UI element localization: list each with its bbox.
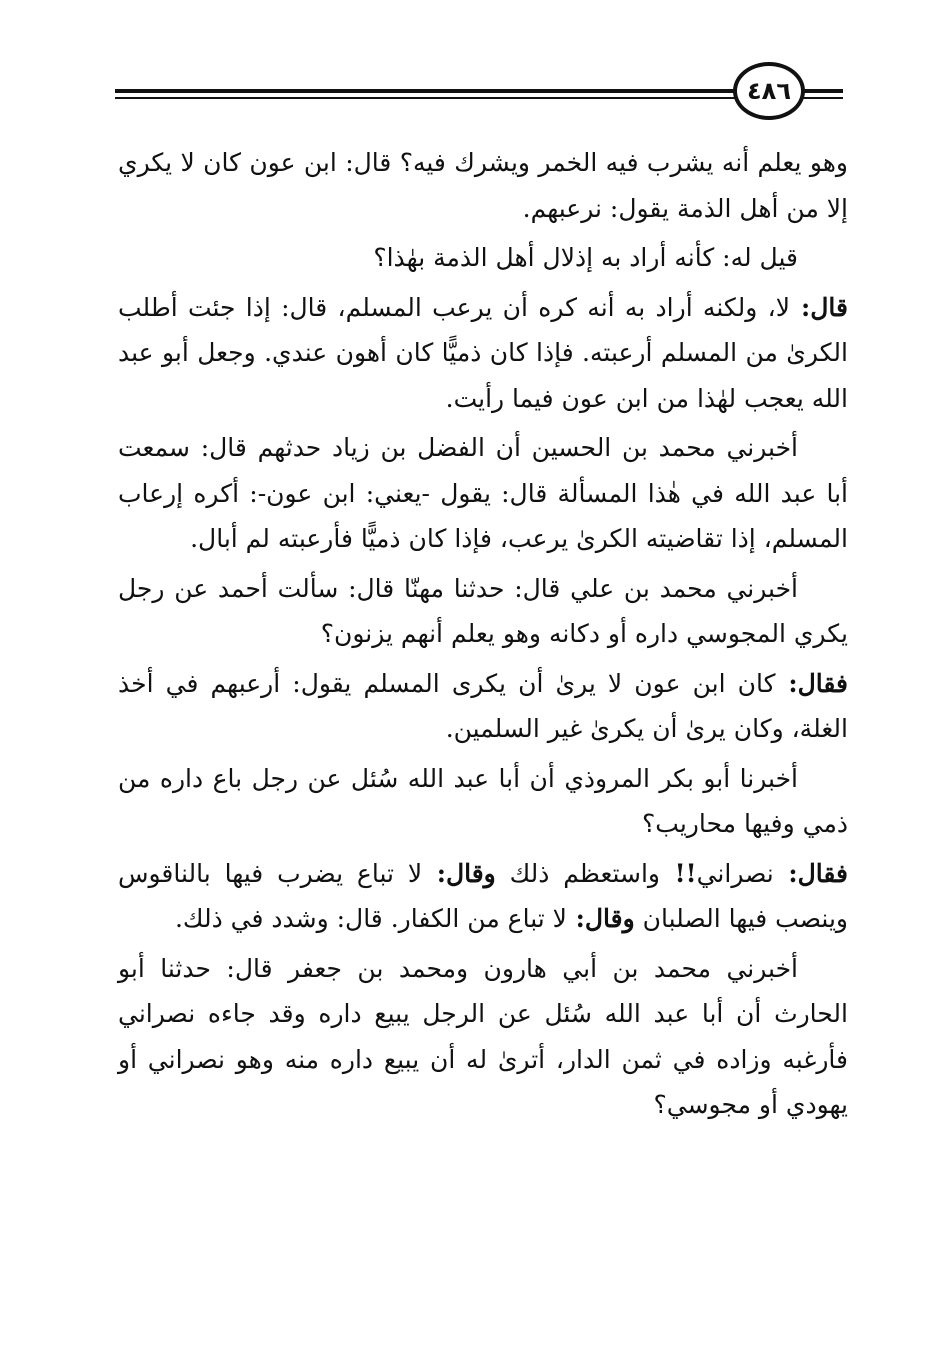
paragraph-text: لا، ولكنه أراد به أنه كره أن يرعب المسلم، قال: إذا جئت أطلب الكرىٰ من المسلم أرعبته. فإذا كان ذميًّا كان أهون عندي. وجعل أبو عبد الله يعجب لهٰذا من ابن عون فيما رأيت. bbox=[118, 292, 848, 413]
page-number: ٤٨٦ bbox=[747, 77, 791, 105]
page-header bbox=[115, 52, 845, 128]
paragraph-text: قيل له: كأنه أراد به إذلال أهل الذمة بهٰذا؟ bbox=[373, 243, 798, 272]
header-rule-left-thick bbox=[115, 89, 735, 93]
paragraph-text: أخبرني محمد بن أبي هارون ومحمد بن جعفر قال: حدثنا أبو الحارث أن أبا عبد الله سُئل عن الرجل يبيع داره وقد جاءه نصراني فأرغبه وزاده في ثمن الدار، أترىٰ له أن يبيع داره منه وهو نصراني أو يهودي أو مجوسي؟ bbox=[118, 953, 848, 1119]
header-rule-right-thick bbox=[803, 89, 843, 93]
keyword-text: !! bbox=[660, 858, 697, 888]
page-body bbox=[118, 140, 848, 1132]
paragraph bbox=[118, 235, 848, 281]
paragraph-text: أخبرني محمد بن الحسين أن الفضل بن زياد حدثهم قال: سمعت أبا عبد الله في هٰذا المسألة قال: يقول -يعني: ابن عون-: أكره إرعاب المسلم، إذا تقاضيته الكرىٰ يرعب، فإذا كان ذميًّا فأرعبته لم أبال. bbox=[118, 433, 848, 553]
header-rule-right-thin bbox=[803, 97, 843, 99]
paragraph-text: واستعظم ذلك bbox=[495, 858, 661, 888]
paragraph bbox=[118, 285, 848, 422]
paragraph bbox=[118, 661, 848, 752]
paragraph-text: وهو يعلم أنه يشرب فيه الخمر ويشرك فيه؟ قال: ابن عون كان لا يكري إلا من أهل الذمة يقول: نرعبهم. bbox=[118, 148, 848, 223]
keyword-text: وقال: bbox=[422, 858, 496, 888]
paragraph bbox=[118, 756, 848, 847]
paragraph-text: نصراني bbox=[696, 858, 774, 888]
paragraph bbox=[118, 566, 848, 657]
paragraph bbox=[118, 425, 848, 562]
paragraph bbox=[118, 851, 848, 942]
keyword-text: فقال: bbox=[775, 668, 849, 698]
keyword-text: فقال: bbox=[773, 858, 849, 888]
paragraph bbox=[118, 140, 848, 231]
paragraph-text: لا تباع من الكفار. قال: وشدد في ذلك. bbox=[174, 904, 567, 933]
paragraph-text: أخبرني محمد بن علي قال: حدثنا مهنّا قال: سألت أحمد عن رجل يكري المجوسي داره أو دكانه وهو يعلم أنهم يزنون؟ bbox=[118, 573, 848, 648]
paragraph-text: أخبرنا أبو بكر المروذي أن أبا عبد الله سُئل عن رجل باع داره من ذمي وفيها محاريب؟ bbox=[118, 763, 848, 838]
page-number-oval bbox=[733, 62, 805, 120]
paragraph bbox=[118, 946, 848, 1128]
header-rule-left-thin bbox=[115, 97, 735, 99]
keyword-text: قال: bbox=[789, 292, 848, 322]
paragraph-text: كان ابن عون لا يرىٰ أن يكرى المسلم يقول: أرعبهم في أخذ الغلة، وكان يرىٰ أن يكرىٰ غير السلمين. bbox=[118, 668, 848, 743]
keyword-text: وقال: bbox=[566, 904, 635, 933]
paragraph-text: لا تباع يضرب فيها بالناقوس وينصب فيها الصلبان bbox=[118, 858, 848, 933]
